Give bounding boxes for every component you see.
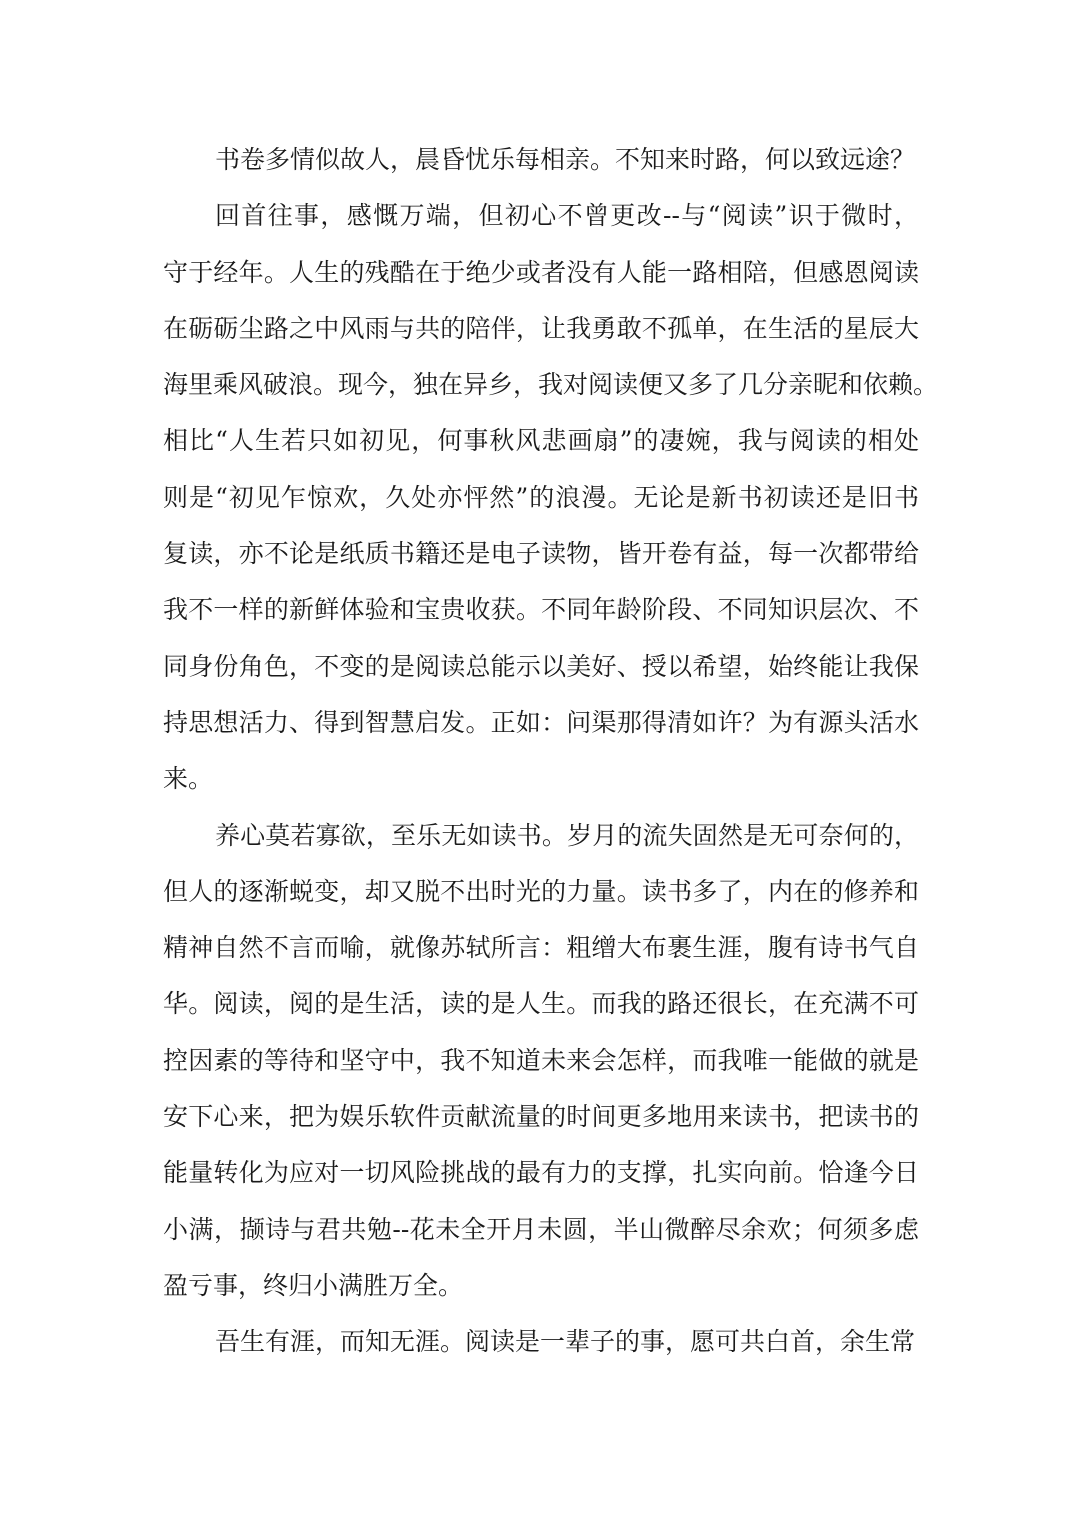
text-line: 安下心来，把为娱乐软件贡献流量的时间更多地用来读书，把读书的: [163, 1102, 919, 1132]
text-line: 海里乘风破浪。现今，独在异乡，我对阅读便又多了几分亲昵和依赖。: [163, 370, 939, 400]
text-line: 精神自然不言而喻，就像苏轼所言：粗缯大布裹生涯，腹有诗书气自: [163, 933, 919, 963]
text-line: 盈亏事，终归小满胜万全。: [163, 1270, 464, 1300]
text-line: 吾生有涯，而知无涯。阅读是一辈子的事，愿可共白首，余生常: [215, 1327, 916, 1357]
text-line: 守于经年。人生的残酷在于绝少或者没有人能一路相陪，但感恩阅读: [163, 257, 919, 287]
text-line: 书卷多情似故人，晨昏忧乐每相亲。不知来时路，何以致远途？: [215, 145, 916, 174]
text-line: 华。阅读，阅的是生活，读的是人生。而我的路还很长，在充满不可: [163, 989, 919, 1019]
text-line: 则是“初见乍惊欢，久处亦怦然”的浪漫。无论是新书初读还是旧书: [163, 482, 919, 512]
text-line: 能量转化为应对一切风险挑战的最有力的支撑，扎实向前。恰逢今日: [163, 1158, 919, 1188]
text-line: 持思想活力、得到智慧启发。正如：问渠那得清如许？为有源头活水: [163, 707, 919, 737]
text-line: 回首往事，感慨万端，但初心不曾更改--与“阅读”识于微时，: [215, 201, 919, 231]
text-line: 但人的逐渐蜕变，却又脱不出时光的力量。读书多了，内在的修养和: [163, 876, 919, 906]
text-line: 来。: [163, 764, 214, 794]
paragraph: [163, 1314, 919, 1370]
paragraph: [163, 132, 919, 188]
text-line: 养心莫若寡欲，至乐无如读书。岁月的流失固然是无可奈何的，: [215, 820, 919, 850]
text-line: 我不一样的新鲜体验和宝贵收获。不同年龄阶段、不同知识层次、不: [163, 595, 919, 625]
text-line: 控因素的等待和坚守中，我不知道未来会怎样，而我唯一能做的就是: [163, 1045, 919, 1075]
text-line: 复读，亦不论是纸质书籍还是电子读物，皆开卷有益，每一次都带给: [163, 539, 919, 569]
paragraph: [163, 808, 919, 1315]
text-line: 相比“人生若只如初见，何事秋风悲画扇”的凄婉，我与阅读的相处: [163, 426, 919, 456]
text-line: 同身份角色，不变的是阅读总能示以美好、授以希望，始终能让我保: [163, 651, 919, 681]
paragraph: [163, 188, 939, 807]
text-line: 在砺砺尘路之中风雨与共的陪伴，让我勇敢不孤单，在生活的星辰大: [163, 313, 919, 343]
document-body: [163, 132, 939, 1371]
text-line: 小满，撷诗与君共勉--花未全开月未圆，半山微醉尽余欢；何须多虑: [163, 1214, 919, 1244]
